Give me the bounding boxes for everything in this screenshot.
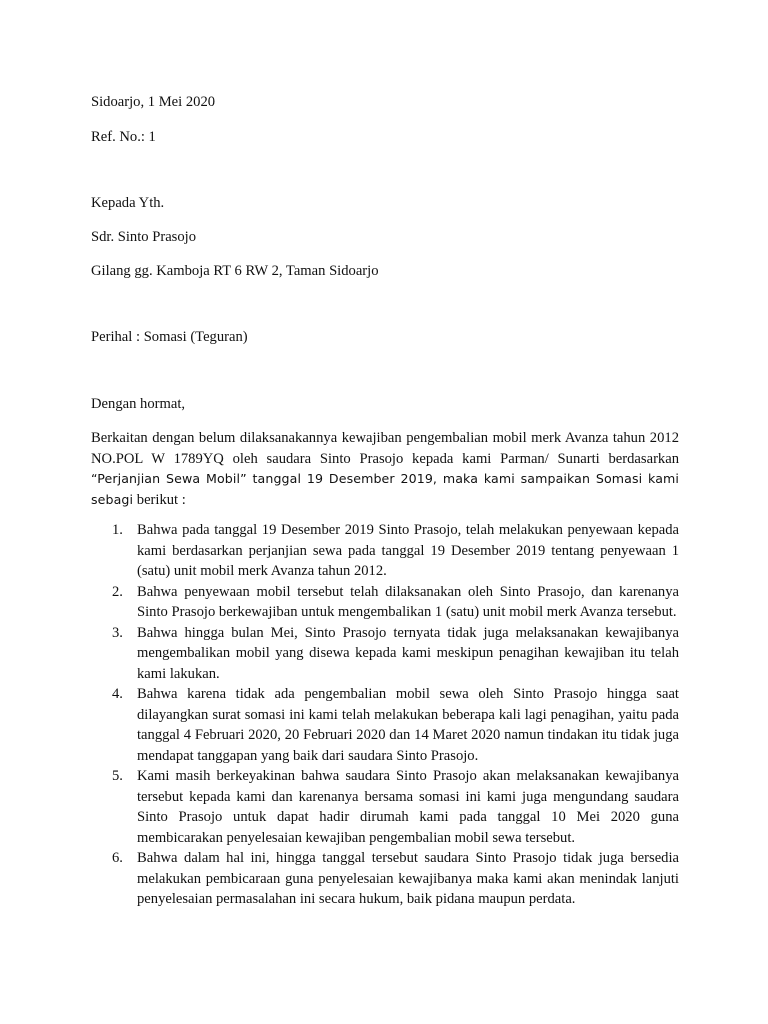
recipient-address: Gilang gg. Kamboja RT 6 RW 2, Taman Sidoarjo [91, 263, 379, 279]
recipient-name: Sdr. Sinto Prasojo [91, 229, 197, 245]
list-item [91, 684, 679, 766]
somasi-points-list [91, 520, 679, 910]
intro-text-part1: Berkaitan dengan belum dilaksanakannya kewajiban pengembalian mobil merk Avanza tahun 2012 NO.POL W 1789YQ oleh saudara Sinto Prasojo kepada kami Parman/ Sunarti berdasarkan [91, 430, 679, 467]
list-item [91, 623, 679, 685]
list-item-text: Kami masih berkeyakinan bahwa saudara Sinto Prasojo akan melaksanakan kewajibanya tersebut kepada kami dan karenanya bersama somasi ini kami juga mengundang saudara Sinto Prasojo untuk dapat hadir dirumah kami pada tanggal 10 Mei 2020 guna membicarakan penyelesaian kewajiban pengembalian mobil sewa tersebut. [137, 768, 679, 846]
intro-text-part2: “Perjanjian Sewa Mobil” tanggal 19 Desember 2019, maka kami sampaikan Somasi kami sebagi [91, 471, 679, 507]
list-item-number: 6. [112, 850, 123, 866]
list-item-number: 4. [112, 686, 123, 702]
list-item-text: Bahwa pada tanggal 19 Desember 2019 Sinto Prasojo, telah melakukan penyewaan kepada kami berdasarkan perjanjian sewa pada tanggal 19 Desember 2019 tentang penyewaan 1 (satu) unit mobil merk Avanza tahun 2012. [137, 522, 679, 579]
list-item [91, 582, 679, 623]
list-item [91, 520, 679, 582]
list-item-text: Bahwa karena tidak ada pengembalian mobil sewa oleh Sinto Prasojo hingga saat dilayangkan surat somasi ini kami telah melakukan beberapa kali lagi penagihan, yaitu pada tanggal 4 Februari 2020, 20 Februari 2020 dan 14 Maret 2020 namun tindakan itu tidak juga mendapat tanggapan yang baik dari saudara Sinto Prasojo. [137, 686, 679, 764]
place-date: Sidoarjo, 1 Mei 2020 [91, 94, 216, 110]
reference-number: Ref. No.: 1 [91, 129, 156, 145]
list-item-number: 3. [112, 624, 123, 641]
subject-line: Perihal : Somasi (Teguran) [91, 329, 248, 345]
recipient-greeting: Kepada Yth. [91, 195, 165, 211]
list-item-number: 5. [112, 768, 123, 784]
list-item [91, 766, 679, 848]
list-item [91, 848, 679, 910]
list-item-text: Bahwa penyewaan mobil tersebut telah dilaksanakan oleh Sinto Prasojo, dan karenanya Sinto Prasojo berkewajiban untuk mengembalikan 1 (satu) unit mobil merk Avanza tersebut. [137, 583, 679, 620]
list-item-text: Bahwa hingga bulan Mei, Sinto Prasojo ternyata tidak juga melaksanakan kewajibanya mengembalikan mobil yang disewa kepada kami meskipun penagihan kewajiban itu telah kami lakukan. [137, 624, 679, 682]
list-item-number: 2. [112, 583, 123, 600]
list-item-number: 1. [112, 522, 123, 538]
intro-paragraph [91, 428, 679, 510]
list-item-text: Bahwa dalam hal ini, hingga tanggal tersebut saudara Sinto Prasojo tidak juga bersedia melakukan pembicaraan guna penyelesaian kewajibanya maka kami akan menindak lanjuti penyelesaian permasalahan ini secara hukum, baik pidana maupun perdata. [137, 850, 679, 907]
intro-text-part3: berikut : [133, 491, 186, 508]
salutation: Dengan hormat, [91, 396, 186, 412]
